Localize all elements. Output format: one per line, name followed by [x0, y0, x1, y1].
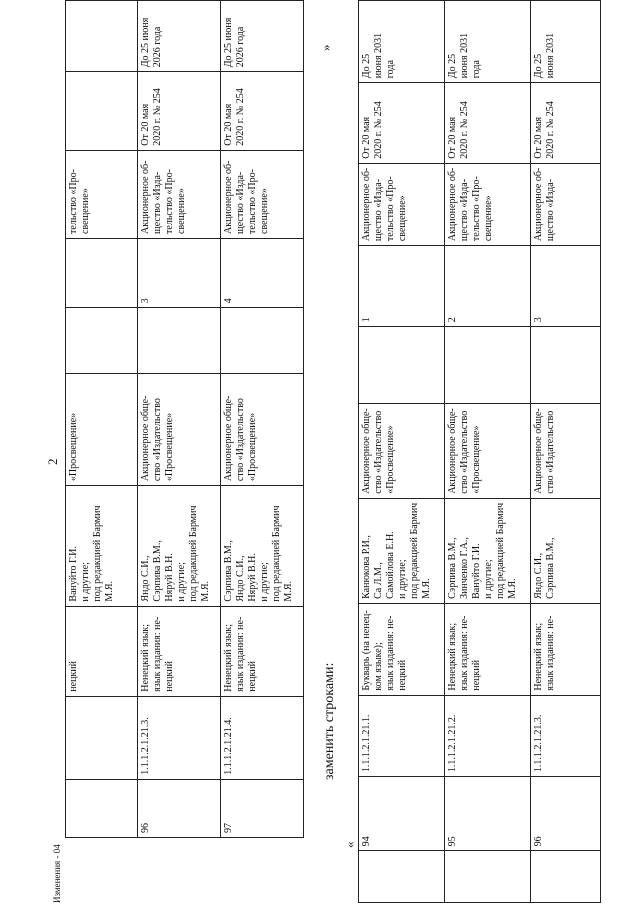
cell-line: ком языке); [373, 642, 384, 691]
table-cell [221, 373, 304, 486]
cell-line: От 20 мая [533, 116, 544, 159]
cell-line: М.Я. [283, 581, 294, 602]
table-cell [531, 327, 601, 404]
table-cell [138, 486, 221, 606]
cell-line: свещение» [483, 195, 494, 242]
cell-line: Ненецкий язык; [447, 622, 458, 691]
cell-line: язык издания: не- [235, 616, 246, 692]
cell-line: М.Я. [421, 578, 432, 599]
cell-line: под редакцией Бармич [271, 505, 282, 602]
cell-line: Акционерное об- [140, 160, 151, 234]
cell-line: июня 2031 [545, 32, 556, 79]
cell-line: свещение» [80, 188, 91, 234]
cell-line: свещение» [397, 195, 408, 242]
cell-line: Акционерное обще- [223, 395, 234, 482]
cell-line: и другие; [259, 562, 270, 602]
cell-line: До 25 [447, 53, 458, 79]
cell-line: Са Л.М., [373, 562, 384, 599]
quote-close-mark: » [318, 44, 333, 51]
cell-line: 4 [223, 298, 234, 304]
table-cell [445, 246, 531, 327]
cell-line: «Просвещение» [385, 425, 396, 494]
cell-line: года [385, 60, 396, 79]
cell-line: ство «Издательство [545, 410, 556, 494]
cell-line: Ненецкий язык; [140, 623, 151, 692]
page-number: 2 [45, 458, 60, 465]
cell-line: ство «Издательство [373, 410, 384, 494]
cell-line: М.Я. [200, 581, 211, 602]
cell-line: До 25 июня [140, 17, 151, 68]
cell-line: Букварь (на ненец- [361, 610, 372, 691]
table-cell [66, 308, 138, 373]
cell-line: 2026 года [152, 26, 163, 68]
cell-line: Вануйто Г.И. [471, 543, 482, 599]
table-cell [66, 486, 138, 606]
cell-line: под редакцией Бармич [495, 502, 506, 599]
table-cell [445, 603, 531, 695]
table-cell [221, 779, 304, 837]
table-cell [359, 777, 445, 851]
cell-line: нецкий [397, 659, 408, 691]
cell-line: 1.1.1.2.1.21.2. [447, 714, 458, 773]
table-cell [138, 308, 221, 373]
table-cell [531, 83, 601, 164]
cell-line: «Просвещение» [68, 412, 79, 482]
top-table-body [66, 1, 304, 838]
table-cell [359, 404, 445, 499]
table-cell [66, 150, 138, 238]
cell-line: Ненецкий язык; [533, 622, 544, 691]
cell-line: под редакцией Бармич [92, 505, 103, 602]
cell-line: язык издания: не- [545, 615, 556, 691]
cell-line: 95 [447, 836, 458, 847]
cell-line: 2020 г. № 254 [459, 101, 470, 159]
cell-line: 1.1.1.2.1.21.3. [140, 717, 151, 775]
cell-line: «Просвещение» [471, 425, 482, 494]
table-cell [445, 777, 531, 851]
cell-line: и другие; [397, 559, 408, 599]
cell-line: 1 [361, 317, 372, 323]
table-cell [138, 72, 221, 150]
table-cell [531, 695, 601, 776]
table-cell [66, 373, 138, 486]
cell-line: тельство «Про- [471, 176, 482, 242]
cell-line: Зинченко Г.А., [459, 537, 470, 599]
table-cell [221, 606, 304, 696]
table-cell [531, 498, 601, 603]
table-cell [359, 603, 445, 695]
cell-line: щество «Изда- [235, 171, 246, 234]
cell-line: 3 [140, 298, 151, 304]
table-cell [138, 373, 221, 486]
cell-line: тельство «Про- [68, 169, 79, 234]
replace-with-text: заменить строками: [322, 662, 337, 780]
cell-line: Вануйто Г.И. [68, 546, 79, 602]
cell-line: Акционерное об- [533, 167, 544, 242]
table-cell [221, 308, 304, 373]
table-cell [359, 246, 445, 327]
table-cell [221, 238, 304, 307]
cell-line: 2026 года [235, 26, 246, 68]
cell-line: 97 [223, 823, 234, 833]
cell-line: ство «Издательство [459, 410, 470, 494]
cell-line: Канюкова Р.И., [361, 535, 372, 599]
table-cell [66, 779, 138, 837]
table-cell [359, 1, 445, 83]
cell-line: От 20 мая [223, 103, 234, 146]
cell-line: 2020 г. № 254 [545, 101, 556, 159]
table-cell [359, 851, 445, 903]
cell-line: М.Я. [104, 581, 115, 602]
cell-line: Акционерное обще- [533, 408, 544, 494]
table-cell [66, 696, 138, 779]
table-row [359, 1, 445, 903]
cell-line: 2020 г. № 254 [152, 88, 163, 146]
table-cell [359, 83, 445, 164]
table-cell [138, 238, 221, 307]
table-cell [221, 1, 304, 72]
cell-line: свещение» [176, 188, 187, 234]
cell-line: и другие; [176, 562, 187, 602]
table-cell [531, 603, 601, 695]
table-row [531, 1, 601, 903]
table-row [66, 1, 138, 838]
cell-line: щество «Изда- [373, 178, 384, 242]
cell-line: Няруй В.Н. [164, 553, 175, 602]
cell-line: До 25 [533, 53, 544, 79]
table-cell [359, 163, 445, 245]
table-cell [359, 327, 445, 404]
cell-line: Акционерное обще- [447, 408, 458, 494]
table-cell [221, 696, 304, 779]
cell-line: 96 [533, 836, 544, 847]
table-cell [66, 238, 138, 307]
cell-line: Яндо С.И., [235, 555, 246, 602]
cell-line: свещение» [259, 188, 270, 234]
cell-line: От 20 мая [140, 103, 151, 146]
cell-line: щество «Изда- [459, 178, 470, 242]
table-cell [66, 72, 138, 150]
cell-line: Сэрпива В.М., [223, 540, 234, 602]
cell-line: нецкий [471, 659, 482, 691]
cell-line: тельство «Про- [247, 169, 258, 234]
table-cell [66, 1, 138, 72]
cell-line: 1.1.1.2.1.21.4. [223, 717, 234, 775]
table-row [221, 1, 304, 838]
cell-line: под редакцией Бармич [188, 505, 199, 602]
table-cell [445, 83, 531, 164]
table-cell [531, 777, 601, 851]
cell-line: щество «Изда- [152, 171, 163, 234]
table-cell [445, 851, 531, 903]
cell-line: Акционерное об- [447, 167, 458, 242]
table-cell [221, 486, 304, 606]
table-cell [531, 1, 601, 83]
footer-note: Изменения - 04 [52, 844, 62, 903]
top-table [65, 0, 304, 838]
table-cell [138, 1, 221, 72]
cell-line: ство «Издательство [152, 398, 163, 482]
cell-line: Сэрпива В.М., [545, 537, 556, 599]
cell-line: Самойлова Е.Н. [385, 531, 396, 599]
cell-line: 2 [447, 317, 458, 323]
cell-line: Яндо С.И., [140, 555, 151, 602]
cell-line: под редакцией Бармич [409, 502, 420, 599]
cell-line: и другие; [483, 559, 494, 599]
cell-line: нецкий [164, 661, 175, 692]
table-cell [221, 150, 304, 238]
cell-line: щество «Изда- [545, 178, 556, 242]
cell-line: язык издания: не- [385, 615, 396, 691]
cell-line: 2020 г. № 254 [235, 88, 246, 146]
cell-line: Акционерное об- [361, 167, 372, 242]
cell-line: Акционерное об- [223, 160, 234, 234]
cell-line: ство «Издательство [235, 398, 246, 482]
cell-line: От 20 мая [361, 116, 372, 159]
bottom-table [358, 0, 601, 903]
cell-line: июня 2031 [459, 32, 470, 79]
cell-line: 1.1.1.2.1.21.1. [361, 714, 372, 773]
table-cell [359, 695, 445, 776]
table-cell [138, 150, 221, 238]
cell-line: Акционерное обще- [361, 408, 372, 494]
cell-line: М.Я. [507, 578, 518, 599]
table-cell [531, 246, 601, 327]
table-cell [531, 163, 601, 245]
cell-line: Сэрпива В.М., [152, 540, 163, 602]
cell-line: 2020 г. № 254 [373, 101, 384, 159]
cell-line: От 20 мая [447, 116, 458, 159]
cell-line: тельство «Про- [164, 169, 175, 234]
cell-line: года [471, 60, 482, 79]
table-row [138, 1, 221, 838]
table-cell [138, 606, 221, 696]
cell-line: тельство «Про- [385, 176, 396, 242]
quote-open-mark: « [342, 841, 357, 848]
cell-line: нецкий [247, 661, 258, 692]
table-cell [531, 404, 601, 499]
table-cell [445, 163, 531, 245]
cell-line: июня 2031 [373, 32, 384, 79]
table-cell [359, 498, 445, 603]
table-cell [445, 327, 531, 404]
table-cell [138, 779, 221, 837]
table-cell [445, 498, 531, 603]
cell-line: 96 [140, 823, 151, 833]
table-row [445, 1, 531, 903]
table-cell [66, 606, 138, 696]
table-cell [445, 404, 531, 499]
cell-line: «Просвещение» [164, 412, 175, 482]
cell-line: До 25 [361, 53, 372, 79]
cell-line: 3 [533, 317, 544, 323]
cell-line: 1.1.1.2.1.21.3. [533, 714, 544, 773]
cell-line: и другие; [80, 562, 91, 602]
table-cell [221, 72, 304, 150]
cell-line: нецкий [68, 661, 79, 692]
cell-line: Акционерное обще- [140, 395, 151, 482]
bottom-table-body [359, 1, 601, 903]
cell-line: язык издания: не- [459, 615, 470, 691]
cell-line: Ненецкий язык; [223, 623, 234, 692]
cell-line: 94 [361, 836, 372, 847]
cell-line: Яндо С.И., [533, 552, 544, 599]
cell-line: Няруй В.Н. [247, 553, 258, 602]
table-cell [445, 695, 531, 776]
cell-line: До 25 июня [223, 17, 234, 68]
table-cell [138, 696, 221, 779]
table-cell [445, 1, 531, 83]
cell-line: язык издания: не- [152, 616, 163, 692]
cell-line: Сэрпива В.М., [447, 537, 458, 599]
cell-line: «Просвещение» [247, 412, 258, 482]
table-cell [531, 851, 601, 903]
